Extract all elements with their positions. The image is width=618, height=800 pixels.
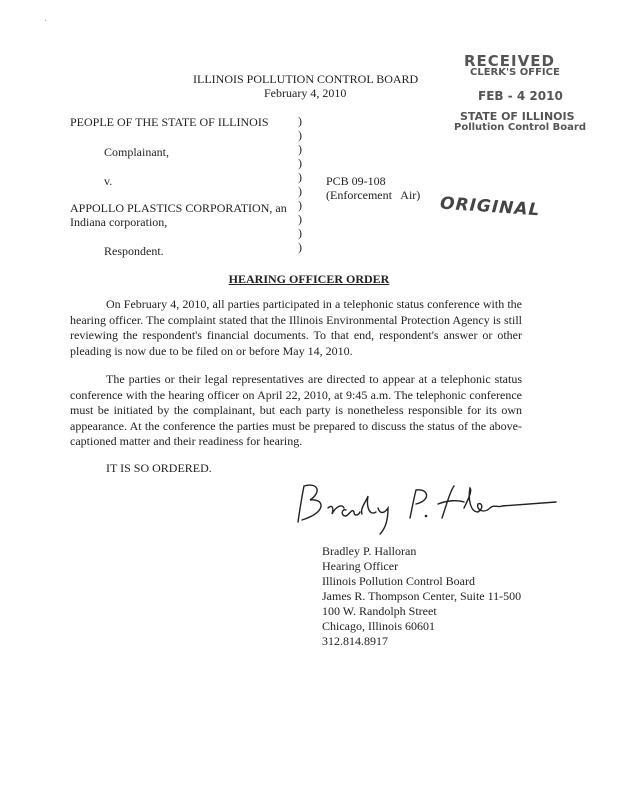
paren: ) (298, 142, 302, 156)
stamp-received: RECEIVED (464, 52, 555, 70)
order-closing: IT IS SO ORDERED. (106, 461, 212, 475)
signer-name: Bradley P. Halloran (322, 544, 417, 558)
signer-phone: 312.814.8917 (322, 634, 388, 648)
case-number: PCB 09-108 (326, 174, 386, 188)
received-stamp (448, 52, 587, 138)
signer-title: Hearing Officer (322, 559, 399, 573)
respondent-label: Respondent. (104, 244, 164, 258)
order-paragraph-1: On February 4, 2010, all parties participated in a telephonic status conference with the hearing officer. The complaint stated that the Illinois Environmental Protection Agency is still reviewing the respondent's financial documents. To that end, respondent's answer or other pleading is now due to be filed on or before May 14, 2010. (70, 297, 522, 358)
order-date: February 4, 2010 (264, 86, 347, 100)
order-paragraph-2: The parties or their legal representatives are directed to appear at a telephonic status conference with the hearing officer on April 22, 2010, at 9:45 a.m. The telephonic conference must be initiated by the complainant, but each party is nonetheless responsible for its own appearance. At the conference the parties must be prepared to discuss the status of the above-captioned matter and their readiness for hearing. (70, 372, 522, 448)
stamp-state: STATE OF ILLINOIS (460, 110, 575, 123)
signer-building: James R. Thompson Center, Suite 11-500 (322, 589, 522, 603)
paren: ) (298, 156, 302, 170)
versus: v. (104, 174, 113, 188)
signature-graphic (288, 478, 568, 538)
defendant-line1: APPOLLO PLASTICS CORPORATION, an (70, 201, 287, 215)
paren: ) (298, 198, 302, 212)
paren: ) (298, 226, 302, 240)
paren: ) (298, 184, 302, 198)
board-heading: ILLINOIS POLLUTION CONTROL BOARD (193, 72, 419, 86)
original-stamp: ORIGINAL (439, 193, 541, 221)
plaintiff-name: PEOPLE OF THE STATE OF ILLINOIS (70, 115, 269, 129)
stamp-date: FEB - 4 2010 (478, 89, 563, 103)
defendant-line2: Indiana corporation, (70, 215, 168, 229)
paren: ) (298, 240, 302, 254)
stamp-clerks-office: CLERK'S OFFICE (470, 67, 560, 78)
complainant-label: Complainant, (104, 145, 169, 159)
signer-organization: Illinois Pollution Control Board (322, 574, 476, 588)
signer-street: 100 W. Randolph Street (322, 604, 437, 618)
paren: ) (298, 128, 302, 142)
paren: ) (298, 170, 302, 184)
signer-city: Chicago, Illinois 60601 (322, 619, 435, 633)
case-type: (Enforcement Air) (326, 188, 421, 202)
signature (288, 478, 568, 538)
stamp-board: Pollution Control Board (454, 122, 587, 133)
corner-mark: · (44, 16, 48, 27)
paren: ) (298, 114, 302, 128)
order-title: HEARING OFFICER ORDER (228, 272, 390, 286)
paren: ) (298, 212, 302, 226)
